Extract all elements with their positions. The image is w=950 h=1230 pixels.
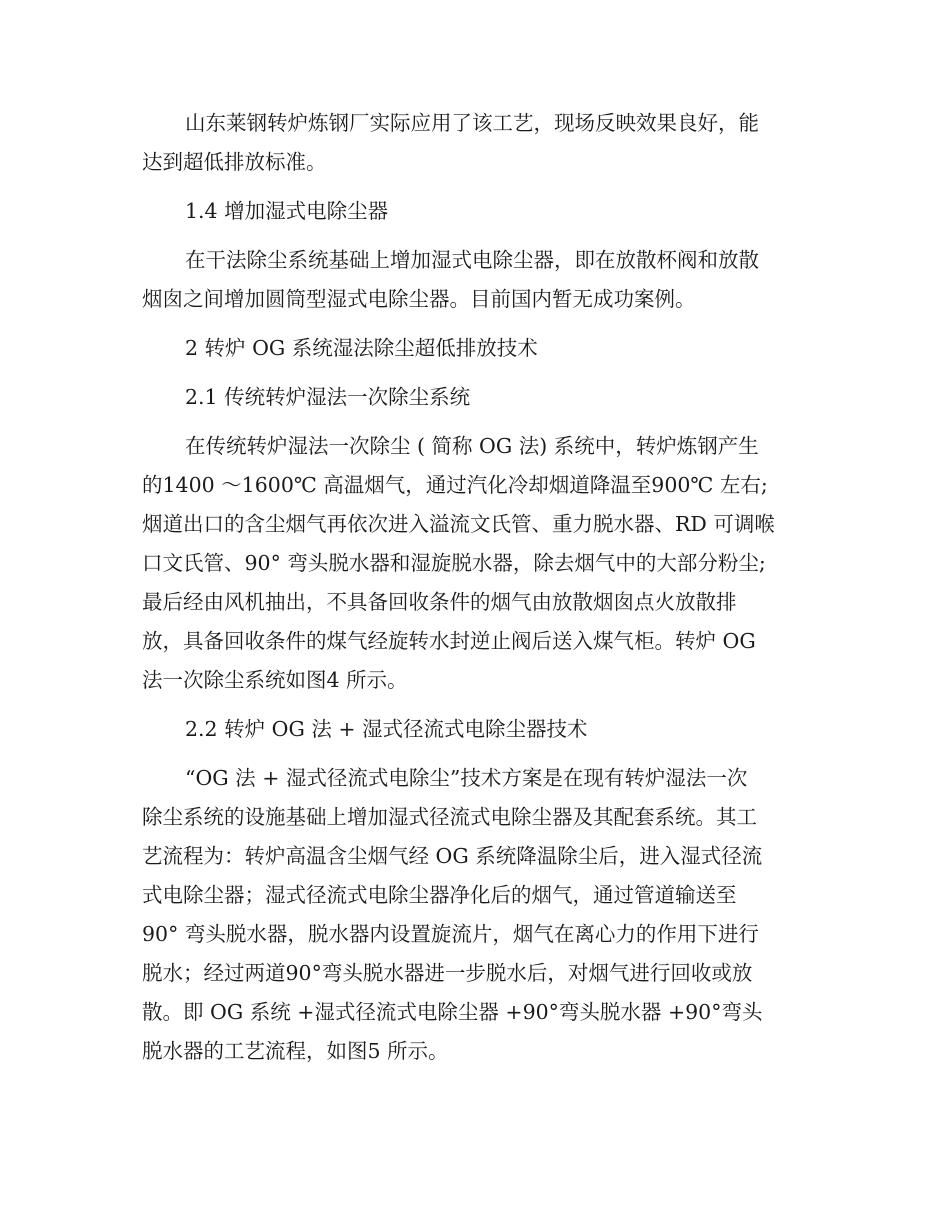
text-line: 2.1 传统转炉湿法一次除尘系统 [185,385,471,409]
text-line: “OG 法 + 湿式径流式电除尘”技术方案是在现有转炉湿法一次 [185,766,748,790]
text-line: 式电除尘器；湿式径流式电除尘器净化后的烟气，通过管道输送至 [142,883,737,907]
text-line: 放，具备回收条件的煤气经旋转水封逆止阀后送入煤气柜。转炉 OG [142,629,756,653]
text-line: 脱水；经过两道90°弯头脱水器进一步脱水后，对烟气进行回收或放 [142,961,753,985]
text-line: 艺流程为：转炉高温含尘烟气经 OG 系统降温除尘后，进入湿式径流 [142,844,763,868]
text-line: 的1400 ～1600℃ 高温烟气，通过汽化冷却烟道降温至900℃ 左右; [142,473,768,497]
text-line: 在传统转炉湿法一次除尘 ( 简称 OG 法) 系统中，转炉炼钢产生 [185,434,759,458]
text-line: 法一次除尘系统如图4 所示。 [142,668,408,692]
text-line: 山东莱钢转炉炼钢厂实际应用了该工艺，现场反映效果良好，能 [185,111,759,135]
text-line: 口文氏管、90° 弯头脱水器和湿旋脱水器，除去烟气中的大部分粉尘; [142,551,766,575]
document-body [142,104,808,1071]
text-line: 达到超低排放标准。 [142,150,327,174]
text-line: 烟道出口的含尘烟气再依次进入溢流文氏管、重力脱水器、RD 可调喉 [142,512,775,536]
text-line: 散。即 OG 系统 +湿式径流式电除尘器 +90°弯头脱水器 +90°弯头 [142,1000,763,1024]
text-line: 脱水器的工艺流程，如图5 所示。 [142,1039,449,1063]
text-line: 2.2 转炉 OG 法 + 湿式径流式电除尘器技术 [185,717,588,741]
text-line: 90° 弯头脱水器，脱水器内设置旋流片，烟气在离心力的作用下进行 [142,922,759,946]
text-line: 1.4 增加湿式电除尘器 [185,199,389,223]
text-line: 在干法除尘系统基础上增加湿式电除尘器，即在放散杯阀和放散 [185,248,759,272]
text-line: 2 转炉 OG 系统湿法除尘超低排放技术 [185,336,538,360]
text-line: 最后经由风机抽出，不具备回收条件的烟气由放散烟囱点火放散排 [142,590,737,614]
text-line: 除尘系统的设施基础上增加湿式径流式电除尘器及其配套系统。其工 [142,805,757,829]
text-line: 烟囱之间增加圆筒型湿式电除尘器。目前国内暂无成功案例。 [142,287,696,311]
